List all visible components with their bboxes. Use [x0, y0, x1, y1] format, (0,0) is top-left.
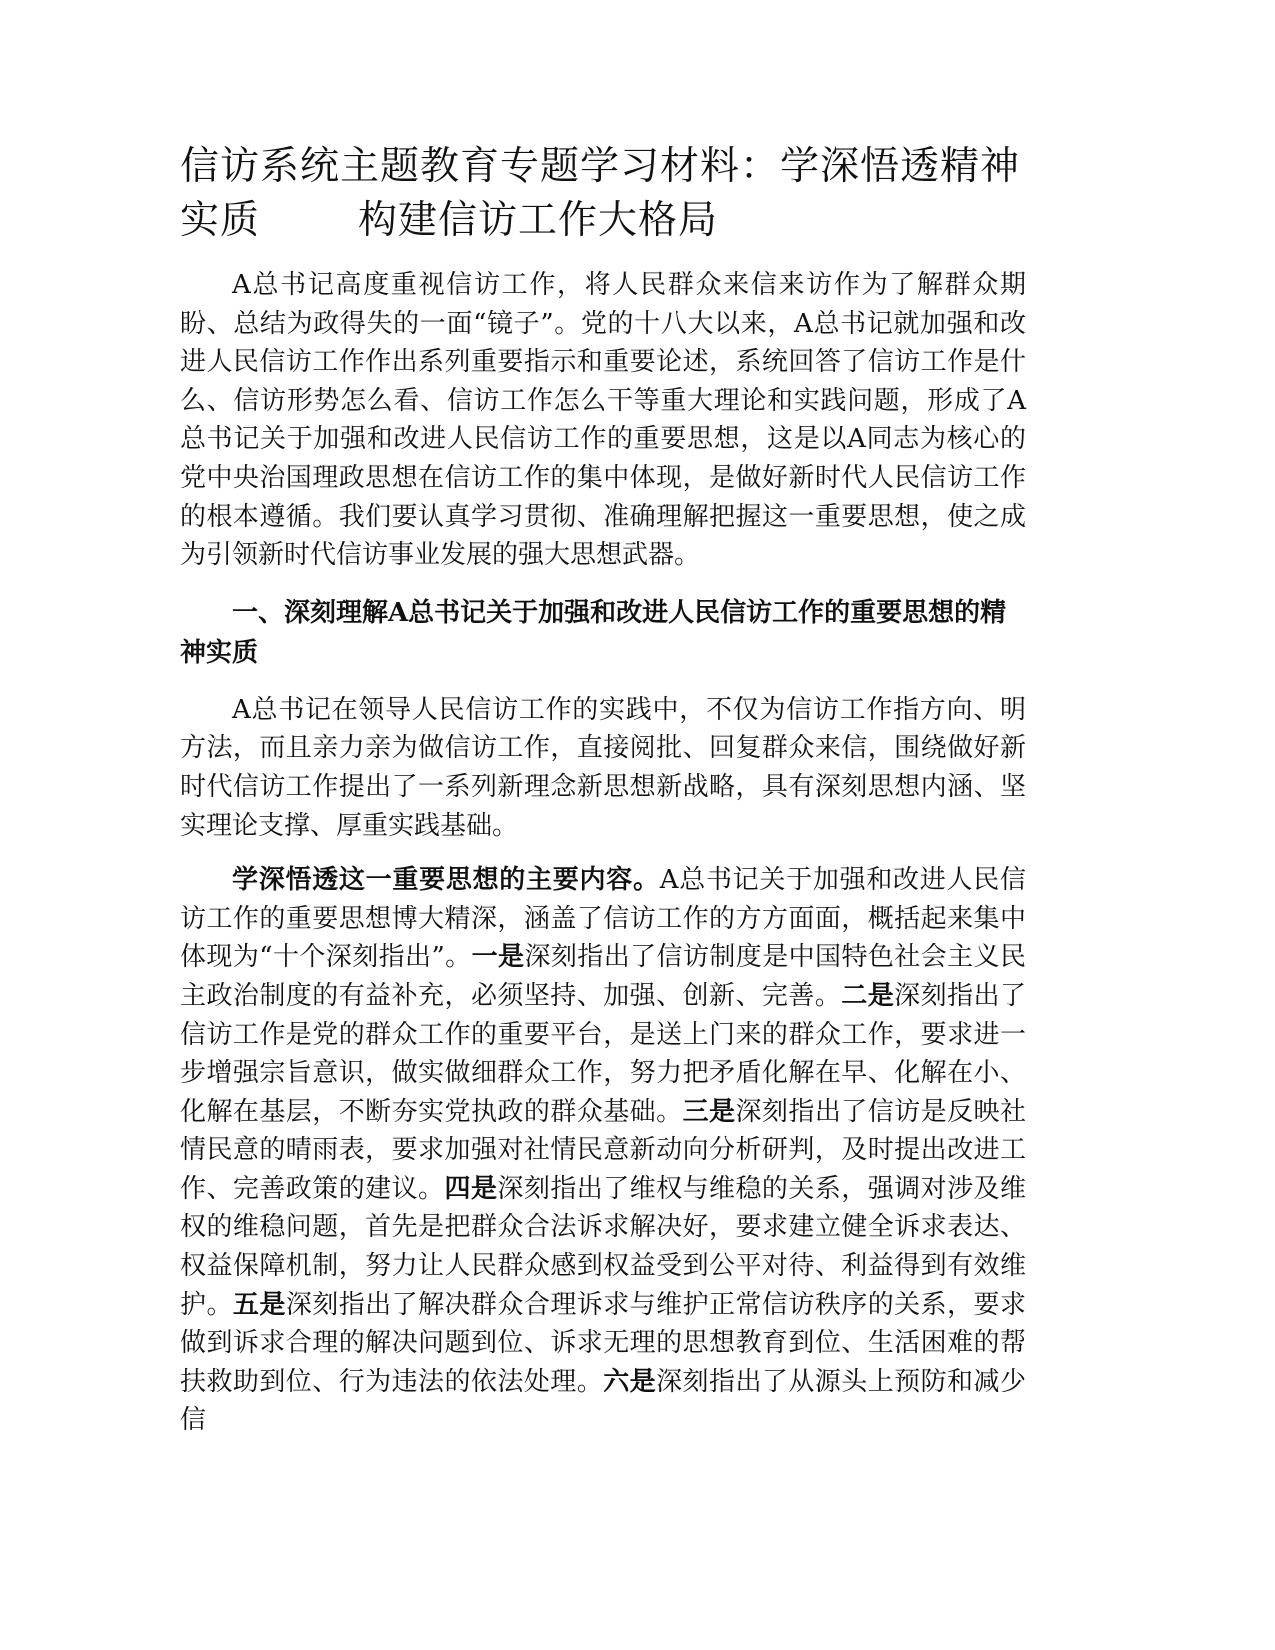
point-text-6: 深刻指出了从源头上预防和减少信 [180, 1366, 1026, 1436]
title-line-2-part-2: 构建信访工作大格局 [358, 198, 719, 243]
point-text-5: 深刻指出了解决群众合理诉求与维护正常信访秩序的关系，要求做到诉求合理的解决问题到位、诉求无理的思想教育到位、生活困难的帮扶救助到位、行为违法的依法处理。 [180, 1289, 1026, 1397]
document-title [180, 140, 1026, 248]
paragraph-summary: A总书记关于加强和改进人民信访工作的重要思想博大精深，涵盖了信访工作的方方面面，概括起来集中体现为“十个深刻指出”。 [180, 865, 1026, 973]
paragraph-lead: 学深悟透这一重要思想的主要内容。 [232, 865, 660, 896]
paragraph-practice: A总书记在领导人民信访工作的实践中，不仅为信访工作指方向、明方法，而且亲力亲为做信访工作，直接阅批、回复群众来信，围绕做好新时代信访工作提出了一系列新理念新思想新战略，具有深刻思想内涵、坚实理论支撑、厚重实践基础。 [180, 694, 1026, 841]
point-text-3: 深刻指出了信访是反映社情民意的晴雨表，要求加强对社情民意新动向分析研判，及时提出改进工作、完善政策的建议。 [180, 1096, 1026, 1204]
point-text-4: 深刻指出了维权与维稳的关系，强调对涉及维权的维稳问题，首先是把群众合法诉求解决好，要求建立健全诉求表达、权益保障机制，努力让人民群众感到权益受到公平对待、利益得到有效维护。 [180, 1173, 1026, 1320]
point-label-3: 三是 [682, 1096, 736, 1127]
point-text-2: 深刻指出了信访工作是党的群众工作的重要平台，是送上门来的群众工作，要求进一步增强宗旨意识，做实做细群众工作，努力把矛盾化解在早、化解在小、化解在基层，不断夯实党执政的群众基础。 [180, 980, 1026, 1127]
point-label-6: 六是 [603, 1366, 657, 1397]
document-page [180, 140, 1026, 1440]
point-text-1: 深刻指出了信访制度是中国特色社会主义民主政治制度的有益补充，必须坚持、加强、创新、完善。 [180, 942, 1026, 1011]
point-label-4: 四是 [444, 1173, 498, 1204]
section-heading-1: 一、深刻理解A总书记关于加强和改进人民信访工作的重要思想的精神实质 [180, 597, 1007, 668]
point-label-1: 一是 [471, 942, 525, 973]
point-label-5: 五是 [232, 1289, 286, 1320]
title-line-2-part-1: 实质 [180, 198, 261, 243]
paragraph-main-content [180, 861, 1026, 1440]
title-line-1: 信访系统主题教育专题学习材料：学深悟透精神 [180, 144, 1021, 189]
point-label-2: 二是 [841, 980, 895, 1011]
paragraph-intro: A总书记高度重视信访工作，将人民群众来信来访作为了解群众期盼、总结为政得失的一面“镜子”。党的十八大以来，A总书记就加强和改进人民信访工作作出系列重要指示和重要论述，系统回答了信访工作是什么、信访形势怎么看、信访工作怎么干等重大理论和实践问题，形成了A总书记关于加强和改进人民信访工作的重要思想，这是以A同志为核心的党中央治国理政思想在信访工作的集中体现，是做好新时代人民信访工作的根本遵循。我们要认真学习贯彻、准确理解把握这一重要思想，使之成为引领新时代信访事业发展的强大思想武器。 [180, 270, 1026, 571]
